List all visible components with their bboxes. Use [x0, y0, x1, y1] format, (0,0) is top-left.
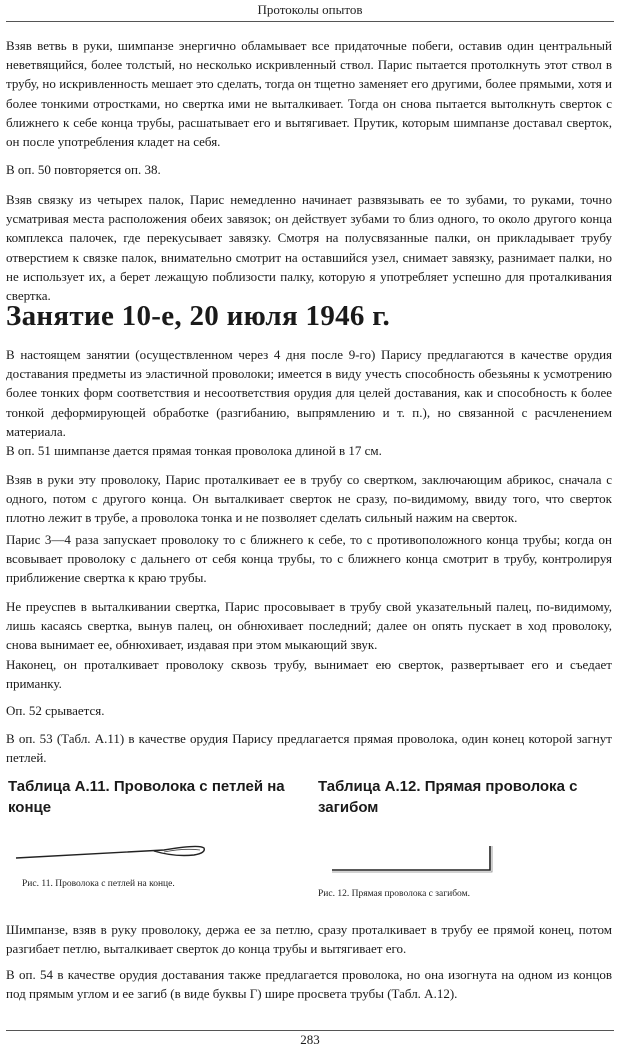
figure-wire-loop: [14, 836, 214, 866]
paragraph-op52: Оп. 52 срывается.: [6, 703, 105, 718]
paragraph-op50: В оп. 50 повторяется оп. 38.: [6, 162, 161, 177]
figure-11-label: Рис. 11. Проволока с петлей на конце.: [22, 879, 175, 889]
paragraph-op53-result: Шимпанзе, взяв в руку проволоку, держа ее за петлю, сразу проталкивает в трубу ее прямой конец, потом разгибает петлю, выталкивает сверток до конца трубы и вытягивает его.: [6, 922, 612, 957]
page-number: 283: [300, 1032, 320, 1047]
table-a11-caption-line1: Таблица А.11. Проволока с петлей на: [8, 778, 285, 795]
paragraph-finally: Наконец, он проталкивает проволоку сквозь трубу, вынимает ею сверток, развертывает его и съедает приманку.: [6, 657, 612, 692]
table-a12-caption-line1: Таблица А.12. Прямая проволока с: [318, 778, 578, 795]
paragraph-branch: Взяв ветвь в руки, шимпанзе энергично обламывает все придаточные побеги, оставив один центральный неветвящийся, более толстый, но несколько искривленный ствол. Парис пытается протолкнуть этот ствол в трубу, но искривленность мешает это сделать, тогда он тщетно заменяет его другими, более прямыми, хотя и более тонкими отростками, но свертка ими не выталкивает. Тогда он снова пытается вытолкнуть сверток с ближнего к себе конца трубы, расшатывает его и вытягивает. Прутик, которым шимпанзе доставал сверток, он после употребления кладет на себя.: [6, 38, 612, 150]
wire-bent-shadow: [332, 846, 492, 872]
paragraph-session-intro: В настоящем занятии (осуществленном через 4 дня после 9-го) Парису предлагаются в качестве орудия доставания предметы из эластичной проволоки; имеется в виду учесть способность обезьяны к усмотрению более тонких форм соответствия и несоответствия орудия для целей доставания, как и способность к более тонкой деформирующей обработке (разгибанию, выпрямлению и т. п.), но связанной с расчленением материала.: [6, 347, 612, 439]
paragraph-bundle: Взяв связку из четырех палок, Парис немедленно начинает развязывать ее то зубами, то руками, точно усматривая места расположения обеих завязок; он действует зубами то близ одного, то около другого конца комплекса палочек, где перекусывает завязку. Смотря на полусвязанные палки, он прикладывает трубу отверстием к связке палок, внимательно смотрит на оставшийся узел, снимает завязку, разнимает палки, но не использует их, а берет лежащую поблизости палку, которую я употребляет успешно для проталкивания свертка.: [6, 192, 612, 304]
paragraph-op53: В оп. 53 (Табл. А.11) в качестве орудия Парису предлагается прямая проволока, один конец которой загнут петлей.: [6, 731, 612, 766]
figure-wire-bent: [330, 842, 500, 876]
paragraph-finger: Не преуспев в выталкивании свертка, Парис просовывает в трубу свой указательный палец, по-видимому, лишь касаясь свертка, вынув палец, он обнюхивает последний; далее он опять пускает в ход проволоку, снова вынимает ее, обнюхивает, издавая при этом мыкающий звук.: [6, 599, 612, 653]
session-heading: Занятие 10-е, 20 июля 1946 г.: [6, 300, 391, 332]
figure-12-label: Рис. 12. Прямая проволока с загибом.: [318, 889, 470, 899]
paragraph-op51: В оп. 51 шимпанзе дается прямая тонкая проволока длиной в 17 см.: [6, 443, 382, 458]
running-header: Протоколы опытов: [257, 2, 363, 17]
wire-loop-shape: [16, 846, 204, 858]
paragraph-pushing: Взяв в руки эту проволоку, Парис проталкивает ее в трубу со свертком, заключающим абрикос, сначала с одного, потом с другого конца. Он выталкивает сверток не сразу, по-видимому, ввиду того, что сверток плотно лежит в трубе, а проволока тонка и не позволяет сделать сильный нажим на сверток.: [6, 472, 612, 526]
header-divider: [6, 21, 614, 22]
paragraph-repeats: Парис 3—4 раза запускает проволоку то с ближнего к себе, то с противоположного конца трубы; когда он всовывает проволоку с дальнего от себя конца трубы, то с ближнего конца смотрит в трубу, контролируя приближение свертка к краю трубы.: [6, 532, 612, 586]
table-a12-caption-line2: загибом: [318, 799, 379, 816]
table-a12-caption: [318, 776, 577, 818]
paragraph-op54: В оп. 54 в качестве орудия доставания также предлагается проволока, но она изогнута на одном из концов под прямым углом и ее загиб (в виде буквы Г) шире просвета трубы (Табл. А.12).: [6, 967, 612, 1002]
wire-bent-shape: [332, 846, 490, 870]
table-a11-caption: [8, 776, 285, 818]
table-a11-caption-line2: конце: [8, 799, 52, 816]
